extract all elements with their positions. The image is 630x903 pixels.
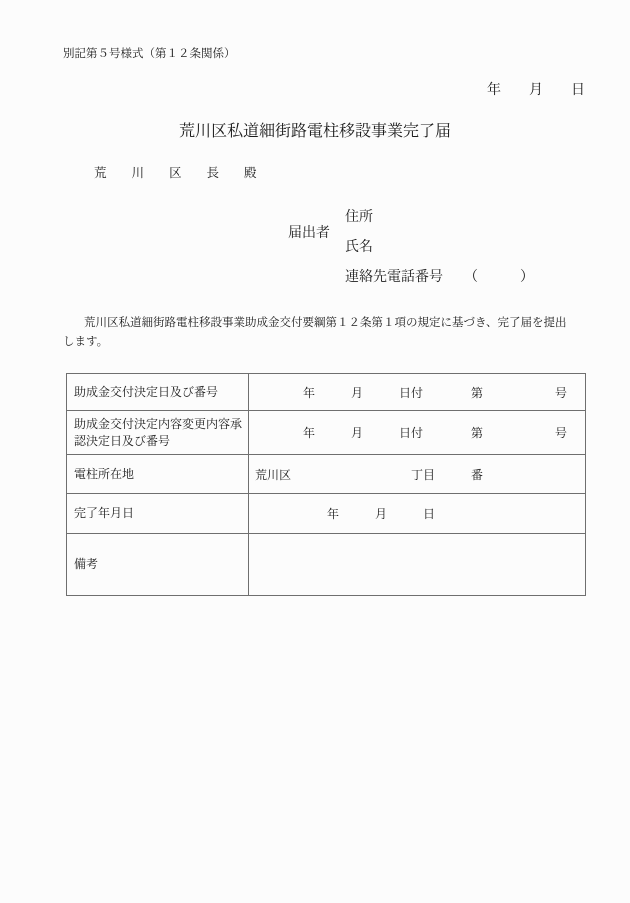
row-header-completion-date: 完了年月日 <box>67 494 249 534</box>
row-header-change-approval: 助成金交付決定内容変更内容承認決定日及び番号 <box>67 411 249 455</box>
date-blank-line: 年 月 日 <box>487 83 585 98</box>
form-title: 荒川区私道細街路電柱移設事業完了届 <box>178 123 451 140</box>
row-header-grant-decision: 助成金交付決定日及び番号 <box>67 374 249 411</box>
table-row-pole-location <box>67 455 586 494</box>
notifier-phone-label: 連絡先電話番号 （ ） <box>345 270 534 285</box>
row-header-pole-location: 電柱所在地 <box>67 455 249 494</box>
body-paragraph: 荒川区私道細街路電柱移設事業助成金交付要綱第１２条第１項の規定に基づき、完了届を提出します。 <box>63 317 567 348</box>
row-value-pole-location: 荒川区 丁目 番 <box>249 455 586 494</box>
row-value-completion-date: 年 月 日 <box>249 494 586 534</box>
row-value-change-approval: 年 月 日付 第 号 <box>249 411 586 455</box>
row-value-remarks <box>249 534 586 596</box>
row-value-grant-decision: 年 月 日付 第 号 <box>249 374 586 411</box>
notifier-name-label: 氏名 <box>345 240 373 255</box>
notifier-label: 届出者 <box>288 226 330 241</box>
table-row-change-approval <box>67 411 586 455</box>
notifier-address-label: 住所 <box>345 210 373 225</box>
form-table <box>66 373 586 596</box>
addressee-line: 荒 川 区 長 殿 <box>94 166 257 180</box>
table-row-grant-decision <box>67 374 586 411</box>
table-row-completion-date <box>67 494 586 534</box>
form-notation: 別記第５号様式（第１２条関係） <box>63 48 236 60</box>
table-row-remarks <box>67 534 586 596</box>
row-header-remarks: 備考 <box>67 534 249 596</box>
